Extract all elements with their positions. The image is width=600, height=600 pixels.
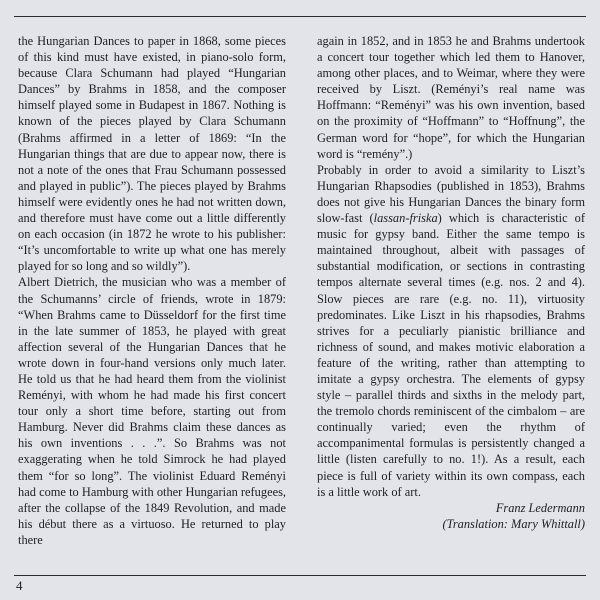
left-column (18, 33, 286, 548)
top-rule (14, 16, 586, 17)
translation-credit: (Translation: Mary Whittall) (442, 516, 585, 531)
italic-term: lassan-friska (373, 211, 438, 226)
page-number: 4 (16, 578, 23, 593)
paragraph: the Hungarian Dances to paper in 1868, some pieces of this kind must have existed, in piano-solo form, because Clara Schumann had played “Hungarian Dances” by Brahms in 1858, and the composer himself played some in Budapest in 1867. Nothing is known of the pieces played by Clara Schumann (Brahms affirmed in a letter of 1869: “In the Hungarian things that are due to appear now, there is not a note of the ones that Frau Schumann possessed and played in public”). The pieces played by Brahms himself were evidently ones he had not written down, and therefore must have come out a little differently on each occasion (in 1872 he wrote to his publisher: “It’s uncomfortable to write up what one has merely played for so long and so wildly”). (18, 34, 286, 274)
bottom-rule (14, 575, 586, 576)
right-column (317, 33, 585, 532)
author-signature: Franz Ledermann (495, 500, 585, 515)
paragraph: Albert Dietrich, the musician who was a member of the Schumanns’ circle of friends, wrote in 1879: “When Brahms came to Düsseldorf for the first time in the late summer of 1853, he played with great affection several of the Hungarian Dances that he wrote down in four-hand versions only much later. He told us that he had heard them from the violinist Reményi, with whom he had made his first concert tour only a short time before, starting out from Hamburg. Never did Brahms claim these dances as his own inventions . . .”. So Brahms was not exaggerating when he told Simrock he had played them “for so long”. The violinist Eduard Reményi had come to Hamburg with other Hungarian refugees, after the collapse of the 1849 Revolution, and made his début there as a virtuoso. He returned to play there (18, 275, 286, 547)
paragraph: Probably in order to avoid a similarity to Liszt’s Hungarian Rhapsodies (published in 1853), Brahms does not give his Hungarian Dances the binary form slow-fast (lassan-friska) which is characteristic of music for gypsy band. Either the same tempo is maintained throughout, albeit with passages of substantial modification, or sections in contrasting tempos alternate several times (e.g. nos. 2 and 4). Slow pieces are rare (e.g. no. 11), virtuosity predominates. Like Liszt in his rhapsodies, Brahms strives for a peculiarly pianistic brilliance and richness of sound, and makes motivic elaboration a feature of the writing, rather than attempting to imitate a gypsy orchestra. The elements of gypsy style – parallel thirds and sixths in the melody part, the tremolo chords reminiscent of the cimbalom – are continually varied; even the rhythm of accompanimental formulas is persistently changed a little (listen carefully to no. 1!). As a result, each piece is full of variety within its own compass, each is a little work of art. (317, 162, 586, 499)
paragraph: again in 1852, and in 1853 he and Brahms undertook a concert tour together which led them to Hanover, among other places, and to Weimar, where they were received by Liszt. (Reményi’s real name was Hoffmann: “Reményi” was his own invention, based on the proximity of “Hoffmann” to “Hoffnung”, the German word for “hope”, for which the Hungarian word is “remény”.) (317, 34, 585, 161)
